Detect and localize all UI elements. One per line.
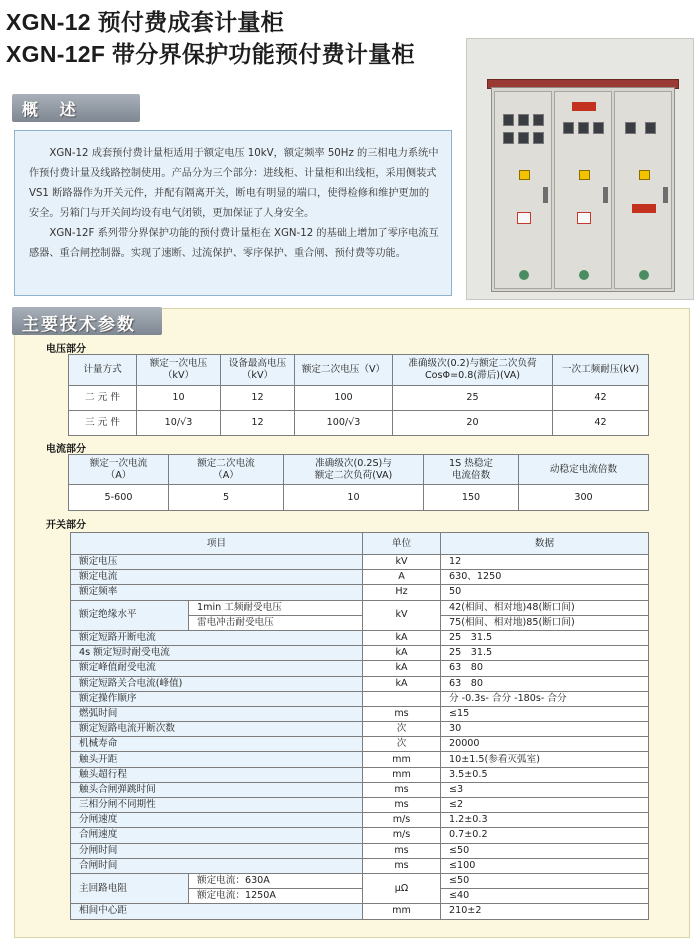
switch-table-row	[71, 828, 649, 843]
switch-table-unit: ms	[363, 843, 441, 858]
switch-table-item: 燃弧时间	[71, 706, 363, 721]
overview-paragraph-2: XGN-12F 系列带分界保护功能的预付费计量柜在 XGN-12 的基础上增加了零序电流互感器、重合闸控制器。实现了速断、过流保护、零序保护、重合闸、预付费等功能。	[29, 228, 439, 259]
voltage-table-header-cell: 额定二次电压（V）	[295, 355, 393, 386]
current-table-header-cell: 1S 热稳定 电流倍数	[424, 455, 519, 485]
meter-icon	[533, 132, 544, 144]
switch-table-row	[71, 646, 649, 661]
brand-logo-icon	[579, 270, 589, 280]
switch-table-unit: ms	[363, 706, 441, 721]
switch-table-row	[71, 706, 649, 721]
overview-paragraph-1: XGN-12 成套预付费计量柜适用于额定电压 10kV，额定频率 50Hz 的三相电力系统中作预付费计量及线路控制使用。产品分为三个部分：进线柜、计量柜和出线柜，采用侧装式 VS1 断路器作为开关元件，并配有隔离开关，断电有明显的端口，使得检修和维护更加的安全。另箱门与开关间均设有电气闭锁，更加保证了人身安全。	[29, 148, 439, 219]
voltage-table-row	[69, 411, 649, 436]
switch-table-item: 额定频率	[71, 585, 363, 600]
switch-table-unit: ms	[363, 782, 441, 797]
switch-table-value: 630、1250	[441, 570, 649, 585]
switch-table-item: 额定电流	[71, 570, 363, 585]
switch-table-item: 机械寿命	[71, 737, 363, 752]
overview-heading: 概 述	[22, 100, 84, 119]
current-table-header-cell: 动稳定电流倍数	[519, 455, 649, 485]
switch-table-subitem: 雷电冲击耐受电压	[189, 615, 363, 630]
switch-table-item: 合闸速度	[71, 828, 363, 843]
switch-table-value: 25 31.5	[441, 630, 649, 645]
switch-table-item: 触头开距	[71, 752, 363, 767]
switch-table-row	[71, 691, 649, 706]
switch-table-row	[71, 782, 649, 797]
voltage-table-header-cell: 设备最高电压 （kV）	[221, 355, 295, 386]
switch-table-row	[71, 585, 649, 600]
voltage-table	[68, 354, 649, 436]
switch-table-header-row	[71, 533, 649, 555]
switch-table-value: 25 31.5	[441, 646, 649, 661]
switch-table-row	[71, 798, 649, 813]
switch-table-unit: mm	[363, 904, 441, 919]
switch-table-unit: A	[363, 570, 441, 585]
switch-table-row	[71, 555, 649, 570]
switch-table-item: 触头合闸弹跳时间	[71, 782, 363, 797]
switch-table-value: 210±2	[441, 904, 649, 919]
meter-icon	[578, 122, 589, 134]
switch-table	[70, 532, 649, 920]
switch-table-unit: Hz	[363, 585, 441, 600]
current-table-header-row	[69, 455, 649, 485]
switch-table-subitem: 1min 工频耐受电压	[189, 600, 363, 615]
door-handle	[663, 187, 668, 203]
meter-icon	[518, 114, 529, 126]
voltage-table-header-cell: 额定一次电压 （kV）	[137, 355, 221, 386]
voltage-table-header-row	[69, 355, 649, 386]
current-table-header-cell: 额定一次电流 （A）	[69, 455, 169, 485]
switch-table-unit: μΩ	[363, 873, 441, 903]
danger-sign-icon	[577, 212, 591, 224]
switch-table-unit: mm	[363, 767, 441, 782]
voltage-table-row	[69, 386, 649, 411]
switch-table-item: 额定电压	[71, 555, 363, 570]
switch-table-item: 主回路电阻	[71, 873, 189, 903]
switch-table-item: 分闸速度	[71, 813, 363, 828]
switch-table-value: 63 80	[441, 676, 649, 691]
switch-table-unit: mm	[363, 752, 441, 767]
switch-table-value: 42(相间、相对地)48(断口间)	[441, 600, 649, 615]
current-table-cell: 300	[519, 485, 649, 511]
switch-table-item: 额定短路开断电流	[71, 630, 363, 645]
voltage-table-header-cell: 准确级次(0.2)与额定二次负荷 CosΦ=0.8(滞后)(VA)	[393, 355, 553, 386]
tech-heading: 主要技术参数	[22, 315, 136, 335]
switch-table-row	[71, 722, 649, 737]
switch-table-unit: kA	[363, 646, 441, 661]
switch-table-unit: kA	[363, 676, 441, 691]
switch-table-value: 20000	[441, 737, 649, 752]
title-line-2: XGN-12F 带分界保护功能预付费计量柜	[6, 41, 415, 67]
voltage-section-label: 电压部分	[46, 344, 86, 355]
cabinet-body	[491, 87, 675, 292]
display-icon	[572, 102, 596, 111]
switch-table-row	[71, 661, 649, 676]
door-handle	[603, 187, 608, 203]
switch-table-value: ≤15	[441, 706, 649, 721]
current-table-cell: 5-600	[69, 485, 169, 511]
switch-table-row	[71, 904, 649, 919]
switch-table-value: 分 -0.3s- 合分 -180s- 合分	[441, 691, 649, 706]
meter-icon	[563, 122, 574, 134]
display-icon	[632, 204, 656, 213]
switch-table-subitem: 额定电流：630A	[189, 873, 363, 888]
current-table-cell: 5	[169, 485, 284, 511]
switch-table-value: 63 80	[441, 661, 649, 676]
switch-table-item: 触头超行程	[71, 767, 363, 782]
switch-table-item: 合闸时间	[71, 858, 363, 873]
switch-table-value: 3.5±0.5	[441, 767, 649, 782]
switch-table-value: 12	[441, 555, 649, 570]
switch-table-value: 50	[441, 585, 649, 600]
meter-icon	[533, 114, 544, 126]
voltage-table-cell: 三 元 件	[69, 411, 137, 436]
switch-table-value: 10±1.5(参看灭弧室)	[441, 752, 649, 767]
switch-table-header-value: 数据	[441, 533, 649, 555]
switch-table-value: ≤100	[441, 858, 649, 873]
switch-table-subitem: 额定电流：1250A	[189, 889, 363, 904]
title-line-1: XGN-12 预付费成套计量柜	[6, 9, 284, 35]
switch-table-unit: kV	[363, 600, 441, 630]
switch-table-unit: kA	[363, 630, 441, 645]
cabinet-door-middle	[554, 91, 612, 289]
switch-table-value: 30	[441, 722, 649, 737]
voltage-table-cell: 12	[221, 386, 295, 411]
switch-table-unit: kV	[363, 555, 441, 570]
voltage-table-cell: 100/√3	[295, 411, 393, 436]
overview-box	[14, 130, 452, 296]
overview-heading-bar	[12, 94, 140, 122]
switch-table-header-unit: 单位	[363, 533, 441, 555]
warning-sign-icon	[519, 170, 530, 180]
switch-table-header-item: 项目	[71, 533, 363, 555]
switch-table-value: ≤2	[441, 798, 649, 813]
switch-section-label: 开关部分	[46, 520, 86, 531]
switch-table-row	[71, 767, 649, 782]
switch-table-item: 相间中心距	[71, 904, 363, 919]
switch-table-item: 额定短路关合电流(峰值)	[71, 676, 363, 691]
current-table-header-cell: 额定二次电流 （A）	[169, 455, 284, 485]
current-table	[68, 454, 649, 511]
warning-sign-icon	[579, 170, 590, 180]
voltage-table-cell: 10/√3	[137, 411, 221, 436]
switch-table-value: 75(相间、相对地)85(断口间)	[441, 615, 649, 630]
switch-table-row	[71, 873, 649, 888]
current-section-label: 电流部分	[46, 444, 86, 455]
meter-icon	[503, 114, 514, 126]
meter-icon	[518, 132, 529, 144]
switch-table-row	[71, 843, 649, 858]
danger-sign-icon	[517, 212, 531, 224]
current-table-row	[69, 485, 649, 511]
current-table-cell: 10	[284, 485, 424, 511]
cabinet-door-right	[614, 91, 672, 289]
voltage-table-cell: 12	[221, 411, 295, 436]
meter-icon	[645, 122, 656, 134]
warning-sign-icon	[639, 170, 650, 180]
switch-table-value: 1.2±0.3	[441, 813, 649, 828]
switch-table-unit: kA	[363, 661, 441, 676]
voltage-table-cell: 10	[137, 386, 221, 411]
switch-table-value: 0.7±0.2	[441, 828, 649, 843]
switch-table-item: 4s 额定短时耐受电流	[71, 646, 363, 661]
switch-table-unit	[363, 691, 441, 706]
product-photo	[466, 38, 694, 300]
voltage-table-header-cell: 一次工频耐压(kV)	[553, 355, 649, 386]
switch-table-row	[71, 813, 649, 828]
switch-table-row	[71, 737, 649, 752]
switch-table-row	[71, 600, 649, 615]
voltage-table-cell: 42	[553, 411, 649, 436]
switch-table-row	[71, 630, 649, 645]
voltage-table-cell: 100	[295, 386, 393, 411]
switch-table-item: 额定操作顺序	[71, 691, 363, 706]
switch-table-row	[71, 676, 649, 691]
voltage-table-cell: 42	[553, 386, 649, 411]
switch-table-unit: m/s	[363, 813, 441, 828]
tech-heading-bar	[12, 307, 162, 335]
switch-table-value: ≤50	[441, 843, 649, 858]
voltage-table-header-cell: 计量方式	[69, 355, 137, 386]
switch-table-value: ≤40	[441, 889, 649, 904]
switch-table-unit: 次	[363, 737, 441, 752]
switch-table-unit: ms	[363, 798, 441, 813]
voltage-table-cell: 25	[393, 386, 553, 411]
meter-icon	[593, 122, 604, 134]
door-handle	[543, 187, 548, 203]
voltage-table-cell: 20	[393, 411, 553, 436]
switch-table-item: 额定峰值耐受电流	[71, 661, 363, 676]
switch-table-row	[71, 570, 649, 585]
switch-table-value: ≤50	[441, 873, 649, 888]
switch-table-item: 三相分闸不同期性	[71, 798, 363, 813]
voltage-table-cell: 二 元 件	[69, 386, 137, 411]
switch-table-row	[71, 858, 649, 873]
switch-table-unit: m/s	[363, 828, 441, 843]
switch-table-unit: ms	[363, 858, 441, 873]
switch-table-value: ≤3	[441, 782, 649, 797]
cabinet-door-left	[494, 91, 552, 289]
meter-icon	[625, 122, 636, 134]
switch-table-unit: 次	[363, 722, 441, 737]
switch-table-item: 额定短路电流开断次数	[71, 722, 363, 737]
brand-logo-icon	[639, 270, 649, 280]
switch-table-row	[71, 752, 649, 767]
switch-table-item: 分闸时间	[71, 843, 363, 858]
current-table-header-cell: 准确级次(0.2S)与 额定二次负荷(VA)	[284, 455, 424, 485]
switch-table-item: 额定绝缘水平	[71, 600, 189, 630]
brand-logo-icon	[519, 270, 529, 280]
current-table-cell: 150	[424, 485, 519, 511]
meter-icon	[503, 132, 514, 144]
